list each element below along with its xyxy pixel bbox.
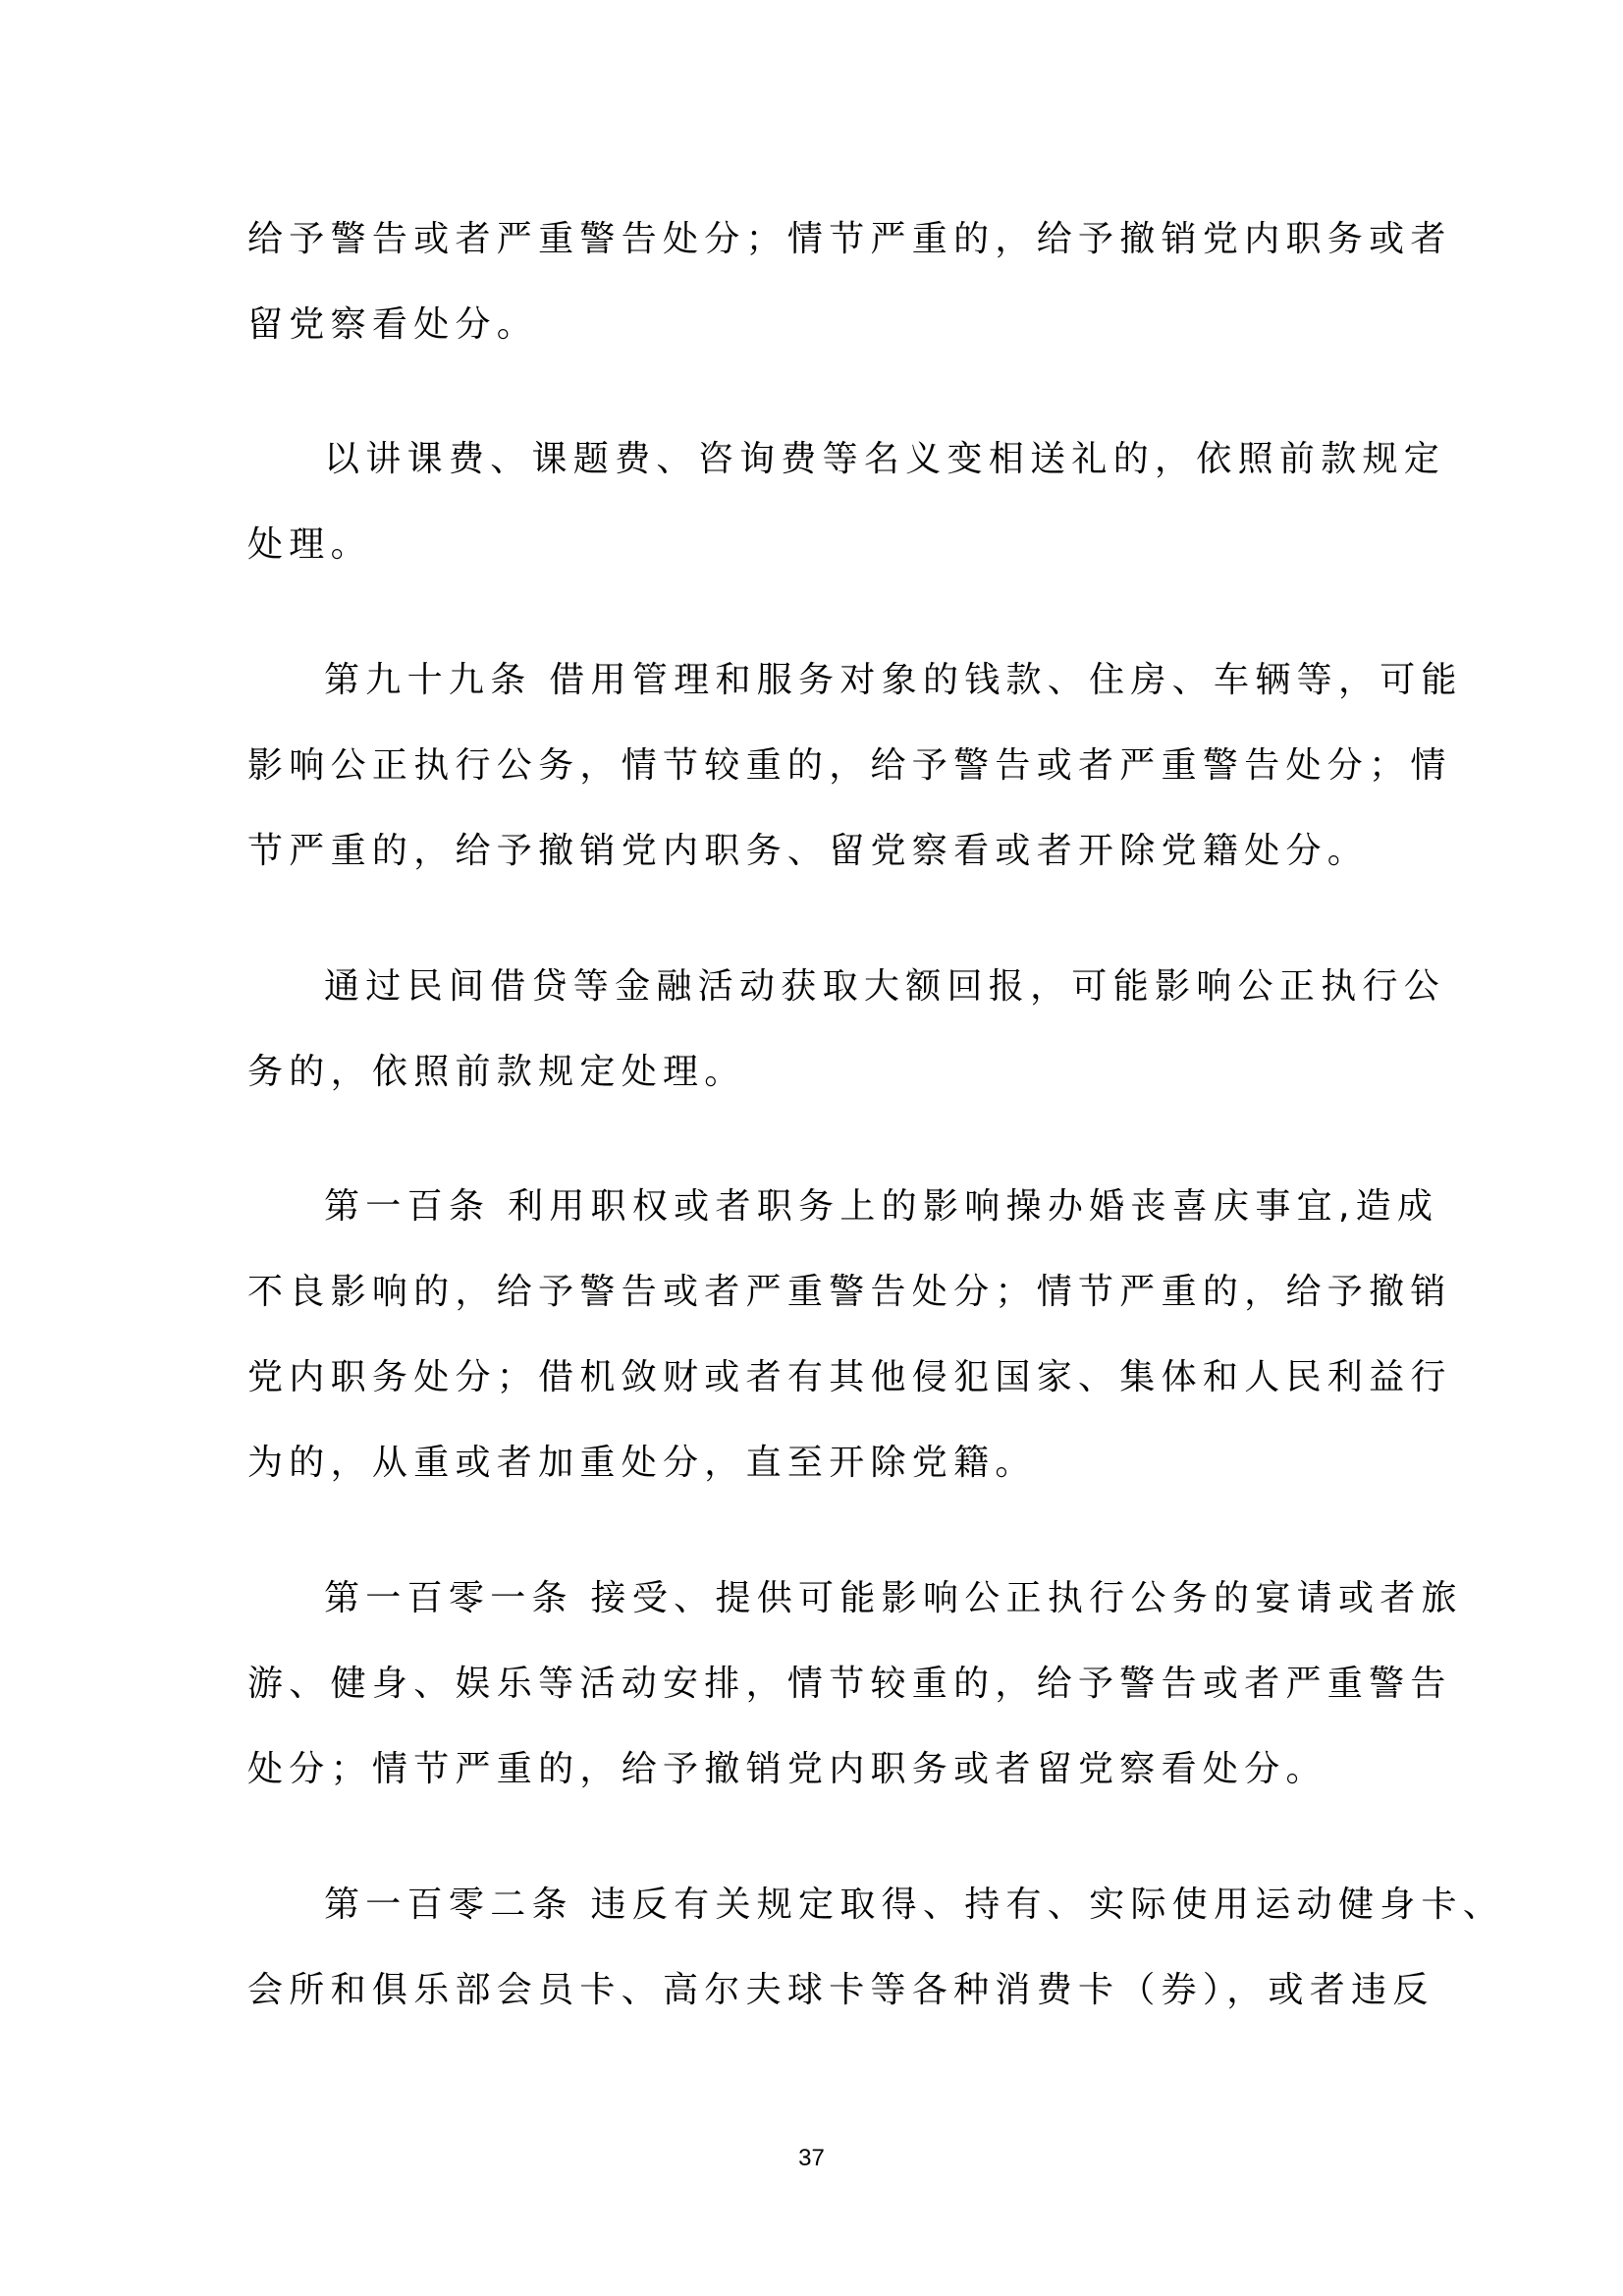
paragraph-line: 影响公正执行公务，情节较重的，给予警告或者严重警告处分；情: [247, 745, 1452, 786]
paragraph-line: 通过民间借贷等金融活动获取大额回报，可能影响公正执行公: [324, 966, 1446, 1007]
paragraph-line: 处分；情节严重的，给予撤销党内职务或者留党察看处分。: [247, 1749, 1327, 1789]
paragraph-line: 党内职务处分；借机敛财或者有其他侵犯国家、集体和人民利益行: [247, 1357, 1452, 1397]
paragraph-line: 不良影响的，给予警告或者严重警告处分；情节严重的，给予撤销: [247, 1272, 1452, 1312]
page-number: 37: [798, 2145, 825, 2171]
paragraph-line: 节严重的，给予撤销党内职务、留党察看或者开除党籍处分。: [247, 831, 1370, 871]
paragraph-line: 游、健身、娱乐等活动安排，情节较重的，给予警告或者严重警告: [247, 1664, 1452, 1704]
paragraph-line: 处理。: [247, 524, 372, 565]
paragraph-line: 给予警告或者严重警告处分；情节严重的，给予撤销党内职务或者: [247, 219, 1452, 259]
article-102-line: 第一百零二条 违反有关规定取得、持有、实际使用运动健身卡、: [324, 1885, 1505, 1925]
paragraph-line: 会所和俱乐部会员卡、高尔夫球卡等各种消费卡（券），或者违反: [247, 1970, 1434, 2010]
paragraph-line: 留党察看处分。: [247, 304, 539, 345]
article-101-line: 第一百零一条 接受、提供可能影响公正执行公务的宴请或者旅: [324, 1578, 1463, 1618]
paragraph-line: 为的，从重或者加重处分，直至开除党籍。: [247, 1443, 1037, 1483]
paragraph-line: 以讲课费、课题费、咨询费等名义变相送礼的，依照前款规定: [324, 439, 1446, 479]
article-99-line: 第九十九条 借用管理和服务对象的钱款、住房、车辆等，可能: [324, 660, 1463, 700]
article-100-line: 第一百条 利用职权或者职务上的影响操办婚丧喜庆事宜,造成: [324, 1186, 1439, 1227]
paragraph-line: 务的，依照前款规定处理。: [247, 1052, 746, 1092]
